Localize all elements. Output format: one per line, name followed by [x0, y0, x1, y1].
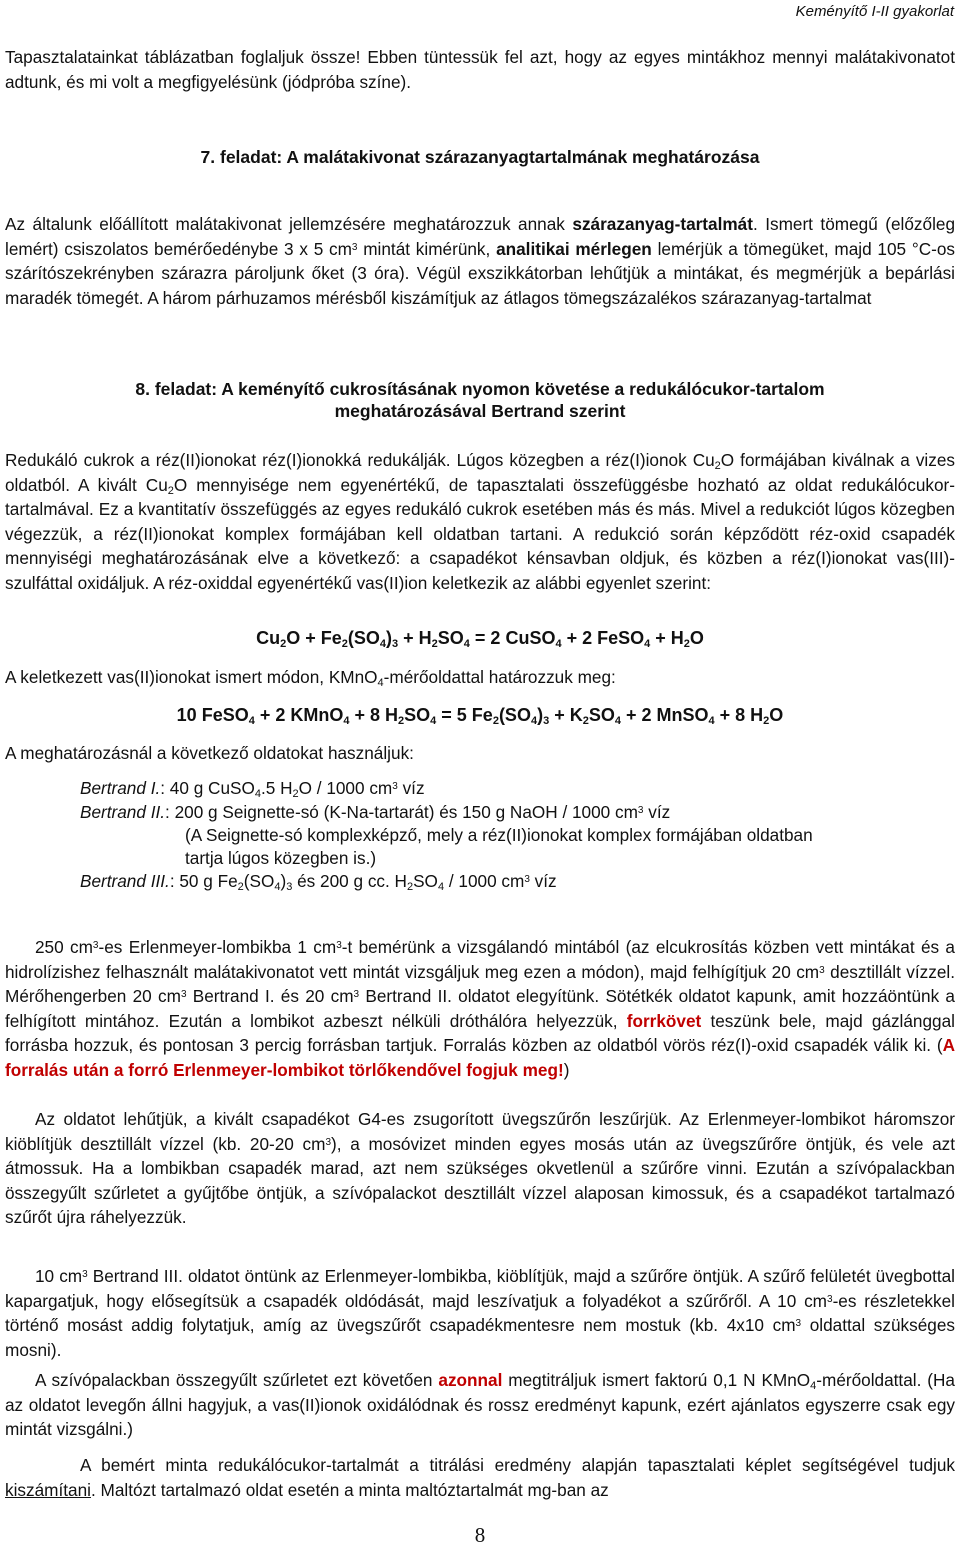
page-header: Keményítő I-II gyakorlat	[795, 3, 954, 20]
reagent-bertrand-3: Bertrand III.: 50 g $Fe_2(SO_4)_3$ és 200 g cc. $H_2SO_4 / 1000$ $cm^3$ víz	[80, 871, 557, 893]
solutions-intro: A meghatározásnál a következő oldatokat használjuk:	[5, 743, 414, 763]
task8-title-line1: 8. feladat: A keményítő cukrosításának nyomon követése a redukálócukor-tartalom	[135, 379, 825, 399]
dissolution-paragraph: 10 $cm^3$ Bertrand III. oldatot öntünk az Erlenmeyer-lombikba, kiöblítjük, majd a szűrőre öntjük. A szűrő felületét üvegbottal kapargatjuk, hogy elősegítsük a csapadék oldódását, majd leszívatjuk a folyadékot a szűrőről. A 10 $cm^3-es$ részletekkel történő mosást addig folytatjuk, amíg az üvegszűrőt csapadékmentesre nem mostuk (kb. 4x10 $cm^3$ oldattal szükséges mosni).	[5, 1266, 955, 1360]
kmno4-paragraph: A keletkezett vas(II)ionokat ismert módon, KMnO$_4$-mérőoldattal határozzuk meg:	[5, 667, 616, 689]
task8-title-line2: meghatározásával Bertrand szerint	[334, 401, 626, 421]
reagent-bertrand-2: Bertrand II.: 200 g Seignette-só (K-Na-tartarát) és 150 g NaOH / 1000 $cm^3$ víz	[80, 802, 671, 822]
procedure-paragraph: 250 $cm^3-es$ Erlenmeyer-lombikba 1 $cm^3-t$ bemérünk a vizsgálandó mintából (az elcukrosítás közben vett mintákat és a hidrolízishez felhasznált malátakivonatot vett mintát vizsgáljuk meg ezen a módon), majd felhígítjuk 20 $cm^3$ desztillált vízzel. Mérőhengerben 20 $cm^3$ Bertrand I. és 20 $cm^3$ Bertrand II. oldatot elegyítünk. Sötétkék oldatot kapunk, amit hozzáöntünk a felhígított mintához. Ezután a lombikot azbeszt nélküli dróthálóra helyezzük, forrkövet teszünk bele, majd gázlánggal forrásba hozzuk, és pontosan 3 percig forrásban tartjuk. Forralás közben az oldatból vörös réz(I)-oxid csapadék válik ki. (A forralás után a forró Erlenmeyer-lombikot törlőkendővel fogjuk meg!)	[5, 937, 956, 1080]
task8-title	[0, 378, 960, 422]
titration-paragraph: A szívópalackban összegyűlt szűrletet ezt követően azonnal megtitráljuk ismert faktorú 0,1 N KMnO$_4$-mérőoldattal. (Ha az oldatot levegőn állni hagyjuk, a vas(II)ionok oxidálódnak és rossz eredményt kapunk, ezért ajánlatos egyszerre csak egy mintát vizsgálni.)	[5, 1370, 955, 1439]
equation-permanganate: 10 FeSO$_4$ + 2 KMnO$_4$ + 8 $H_2SO_4 = 5$ $Fe_2(SO_4)_3 + K_2SO_4 + 2$ MnSO$_4$ + 8 $H_2O$	[176, 705, 784, 727]
warning-immediately: azonnal	[438, 1370, 503, 1390]
task7-paragraph: Az általunk előállított malátakivonat jellemzésére meghatározzuk annak szárazanyag-tartalmát. Ismert tömegű (előzőleg lemért) csiszolatos bemérőedénybe 3 x 5 $cm^3$ mintát kimérünk, analitikai mérlegen lemérjük a tömegüket, majd 105 °C-os szárítószekrényben szárazra pároljunk őket (3 óra). Végül exszikkátorban lehűtjük a mintákat, és megmérjük a bepárlási maradék tömegét. A három párhuzamos mérésből kiszámítjuk az átlagos tömegszázalékos szárazanyag-tartalmat	[5, 214, 956, 308]
task7-title: 7. feladat: A malátakivonat szárazanyagtartalmának meghatározása	[200, 147, 760, 167]
reagent-list	[80, 777, 955, 893]
intro-paragraph: Tapasztalatainkat táblázatban foglaljuk össze! Ebben tüntessük fel azt, hogy az egyes mintákhoz mennyi malátakivonatot adtunk, és mi volt a megfigyelésünk (jódpróba színe).	[5, 47, 955, 92]
reagent-bertrand-2-note: (A Seignette-só komplexképző, mely a réz(II)ionokat komplex formájában oldatban tartja lúgos közegben is.)	[185, 825, 813, 868]
reagent-bertrand-1: Bertrand I.: 40 g CuSO$_4$.5 $H_2O / 1000$ $cm^3$ víz	[80, 778, 425, 800]
equation-copper-oxide: $Cu_2O + Fe_2(SO_4)_3 + H_2SO_4 = 2$ CuSO$_4$ + 2 FeSO$_4$ + $H_2O$	[256, 628, 704, 650]
bertrand-principle-paragraph: Redukáló cukrok a réz(II)ionokat réz(I)ionokká redukálják. Lúgos közegben a réz(I)ionok $Cu_2O$ formájában kiválnak a vizes oldatból. A kivált $Cu_2O$ mennyisége nem egyenértékű, de tapasztalati összefüggésbe hozható az oldat redukálócukor-tartalmával. Ez a kvantitatív összefüggés az egyes redukáló cukrok esetében más és más. Mivel a redukciót lúgos közegben végezzük, a réz(II)ionokat komplex formájában kell oldatban tartani. A redukció során képződött réz-oxid csapadék mennyiségi meghatározásának elve a következő: a csapadékot kénsavban oldjuk, és közben a réz(I)ionokat vas(III)-szulfáttal oxidáljuk. A réz-oxiddal egyenértékű vas(II)ion keletkezik az alábbi egyenlet szerint:	[5, 450, 955, 593]
warning-hot-flask: A forralás után a forró Erlenmeyer-lombikot törlőkendővel fogjuk meg!	[5, 1035, 955, 1080]
filtration-paragraph: Az oldatot lehűtjük, a kivált csapadékot G4-es zsugorított üvegszűrőn leszűrjük. Az Erlenmeyer-lombikot háromszor kiöblítjük desztillált vízzel (kb. 20-20 $cm^3$), a mosóvizet minden egyes mosás után az üvegszűrőre öntjük, és vele azt átmossuk. Ha a lombikban csapadék marad, azt nem szükséges okvetlenül a szűrőre vinni. Ezután a szívópalackban összegyűlt szűrletet a gyűjtőbe öntjük, a szívópalackot desztillált vízzel alaposan kimossuk, és a csapadékot tartalmazó szűrőt újra ráhelyezzük.	[5, 1109, 956, 1227]
page-number: 8	[474, 1523, 486, 1547]
calculation-paragraph: A bemért minta redukálócukor-tartalmát a titrálási eredmény alapján tapasztalati képlet segítségével tudjuk kiszámítani. Maltózt tartalmazó oldat esetén a minta maltóztartalmát mg-ban az	[5, 1455, 955, 1500]
warning-boiling-stones: forrkövet	[626, 1010, 702, 1031]
